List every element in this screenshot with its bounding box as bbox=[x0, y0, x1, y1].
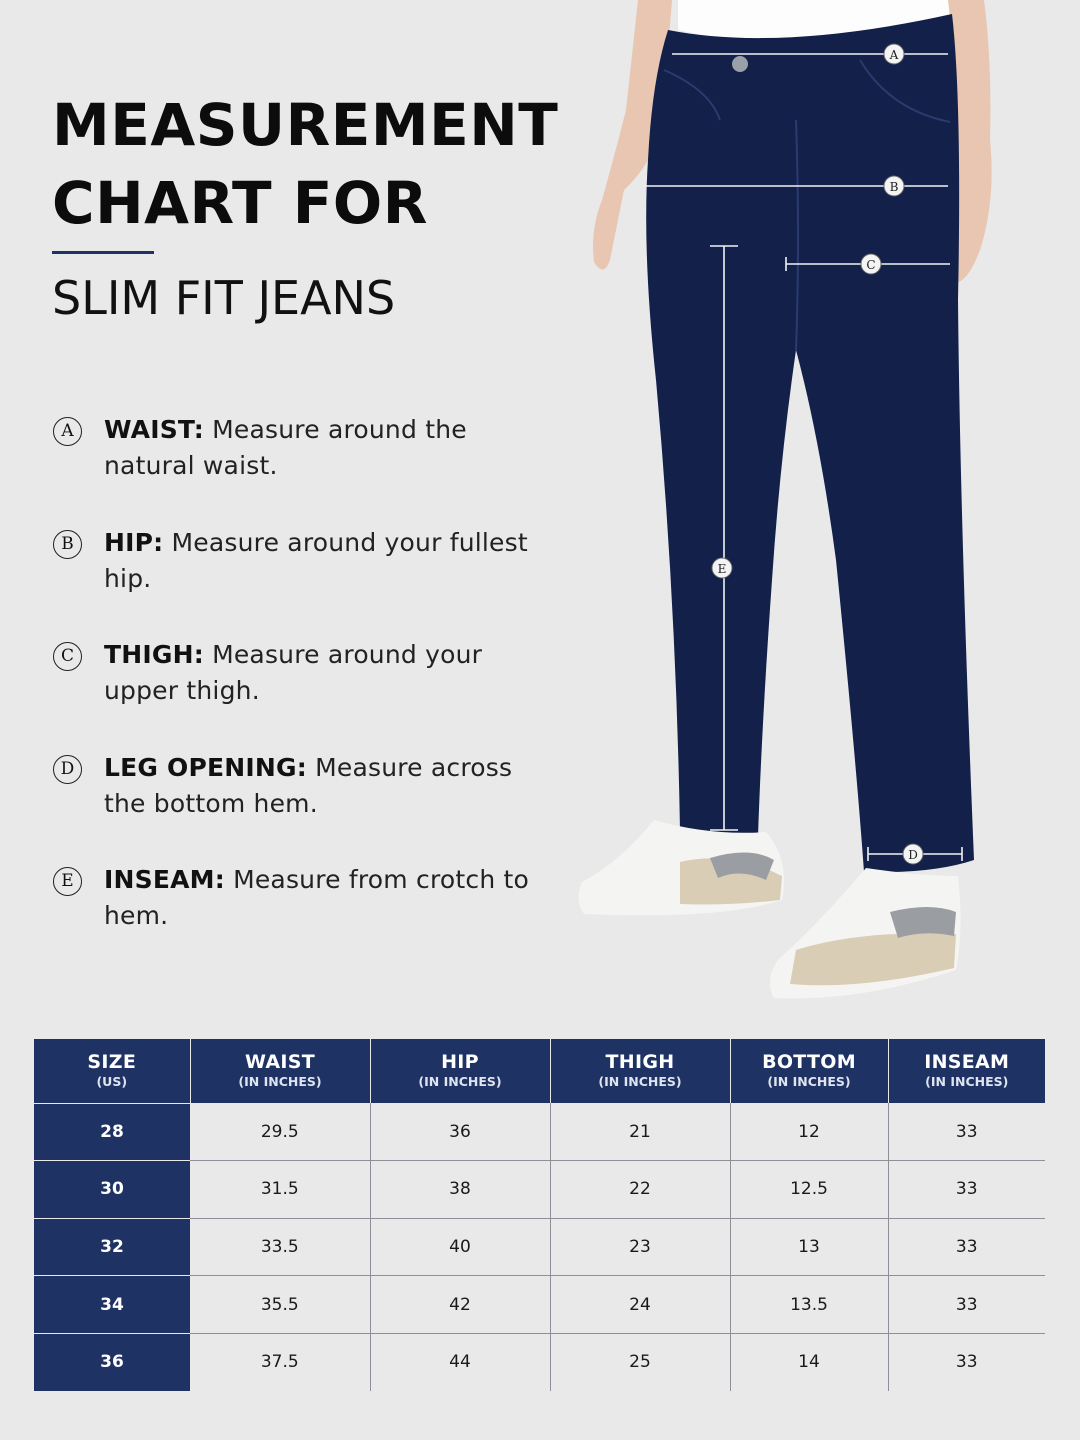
size-cell: 28 bbox=[34, 1103, 190, 1161]
title-divider bbox=[52, 251, 154, 254]
inseam-cell: 33 bbox=[888, 1276, 1045, 1334]
jeans-figure-svg bbox=[560, 0, 1080, 1030]
header-unit: (US) bbox=[96, 1073, 128, 1089]
bottom-cell: 12.5 bbox=[730, 1161, 888, 1219]
bottom-cell: 14 bbox=[730, 1333, 888, 1391]
measurement-description bbox=[104, 412, 552, 484]
measurement-description bbox=[104, 525, 552, 597]
hip-cell: 38 bbox=[370, 1161, 550, 1219]
measurement-item-thigh bbox=[52, 637, 552, 750]
page-title bbox=[52, 86, 612, 242]
column-header-thigh bbox=[550, 1039, 730, 1103]
size-table bbox=[34, 1039, 1045, 1391]
column-header-bottom bbox=[730, 1039, 888, 1103]
waist-cell: 37.5 bbox=[190, 1333, 370, 1391]
thigh-cell: 21 bbox=[550, 1103, 730, 1161]
header-unit: (IN INCHES) bbox=[598, 1074, 682, 1089]
waist-cell: 31.5 bbox=[190, 1161, 370, 1219]
inseam-cell: 33 bbox=[955, 1121, 978, 1142]
bottom-cell: 13.5 bbox=[730, 1276, 888, 1334]
column-header-size bbox=[34, 1039, 190, 1103]
measurement-description bbox=[104, 862, 552, 934]
measurement-instruction: Measure around your upper thigh. bbox=[104, 640, 483, 705]
marker-a-label: A bbox=[889, 48, 899, 62]
measurement-label: HIP: bbox=[104, 527, 164, 557]
page-subtitle: SLIM FIT JEANS bbox=[52, 271, 396, 325]
table-row bbox=[34, 1161, 1045, 1219]
waist-cell: 35.5 bbox=[190, 1276, 370, 1334]
table-row bbox=[34, 1333, 1045, 1391]
header-label: THIGH bbox=[605, 1051, 675, 1073]
header-label: BOTTOM bbox=[762, 1051, 856, 1073]
measurement-item-leg-opening bbox=[52, 750, 552, 863]
column-header-inseam bbox=[888, 1039, 1045, 1103]
waist-cell: 29.5 bbox=[190, 1103, 370, 1161]
waist-cell: 33.5 bbox=[190, 1218, 370, 1276]
measurement-item-hip bbox=[52, 525, 552, 638]
size-cell: 36 bbox=[34, 1333, 190, 1391]
measurement-label: INSEAM: bbox=[104, 865, 225, 894]
thigh-cell: 25 bbox=[550, 1333, 730, 1391]
thigh-cell: 24 bbox=[550, 1276, 730, 1334]
measurement-instruction: Measure from crotch to hem. bbox=[104, 865, 530, 930]
marker-e-badge: E bbox=[53, 867, 82, 896]
marker-b-badge: B bbox=[53, 530, 82, 559]
measurement-item-waist bbox=[52, 412, 552, 525]
header-label: WAIST bbox=[244, 1051, 316, 1073]
marker-d-label: D bbox=[908, 848, 918, 862]
header-label: HIP bbox=[441, 1051, 479, 1073]
table-header-row bbox=[34, 1039, 1045, 1103]
inseam-cell: 33 bbox=[888, 1333, 1045, 1391]
marker-d-badge: D bbox=[53, 755, 82, 784]
header-unit: (IN INCHES) bbox=[238, 1074, 322, 1089]
hip-cell: 40 bbox=[370, 1218, 550, 1276]
measurement-item-inseam bbox=[52, 862, 552, 975]
measurement-instruction: Measure across the bottom hem. bbox=[104, 752, 513, 818]
table-row bbox=[34, 1276, 1045, 1334]
hip-cell: 42 bbox=[370, 1276, 550, 1334]
measurement-instruction: Measure around the natural waist. bbox=[104, 415, 467, 480]
column-header-hip bbox=[370, 1039, 550, 1103]
header-unit: (IN INCHES) bbox=[418, 1074, 502, 1089]
bottom-cell: 12 bbox=[730, 1103, 888, 1161]
thigh-cell: 23 bbox=[550, 1218, 730, 1276]
size-cell: 34 bbox=[34, 1276, 190, 1334]
measurement-guide bbox=[52, 412, 552, 975]
measurement-label: THIGH: bbox=[104, 640, 204, 669]
thigh-cell: 22 bbox=[550, 1161, 730, 1219]
size-cell: 30 bbox=[34, 1161, 190, 1219]
marker-b-label: B bbox=[889, 180, 899, 194]
jeans-illustration bbox=[560, 0, 1080, 1030]
marker-e-label: E bbox=[717, 562, 727, 576]
header-unit: (IN INCHES) bbox=[767, 1074, 851, 1089]
title-line-1: MEASUREMENT bbox=[52, 91, 559, 159]
jeans-button bbox=[732, 56, 748, 72]
marker-c-label: C bbox=[866, 258, 876, 272]
column-header-waist bbox=[190, 1039, 370, 1103]
inseam-cell: 33 bbox=[888, 1161, 1045, 1219]
marker-c-badge: C bbox=[53, 642, 82, 671]
table-row bbox=[34, 1218, 1045, 1276]
hip-cell: 36 bbox=[370, 1103, 550, 1161]
header-label: INSEAM bbox=[924, 1051, 1010, 1073]
table-row bbox=[34, 1103, 1045, 1161]
measurement-description bbox=[104, 637, 552, 709]
measurement-label: LEG OPENING: bbox=[104, 752, 307, 782]
jeans-shape bbox=[646, 14, 974, 872]
inseam-cell: 33 bbox=[888, 1218, 1045, 1276]
measurement-description bbox=[104, 750, 552, 822]
size-cell: 32 bbox=[34, 1218, 190, 1276]
header-unit: (IN INCHES) bbox=[925, 1074, 1009, 1089]
measurement-instruction: Measure around your fullest hip. bbox=[104, 527, 528, 593]
marker-a-badge: A bbox=[53, 417, 82, 446]
measurement-label: WAIST: bbox=[104, 415, 204, 444]
title-line-2: CHART FOR bbox=[52, 169, 428, 237]
sneaker-right-stripe bbox=[890, 907, 956, 938]
bottom-cell: 13 bbox=[730, 1218, 888, 1276]
hip-cell: 44 bbox=[370, 1333, 550, 1391]
header-label: SIZE bbox=[87, 1050, 137, 1073]
